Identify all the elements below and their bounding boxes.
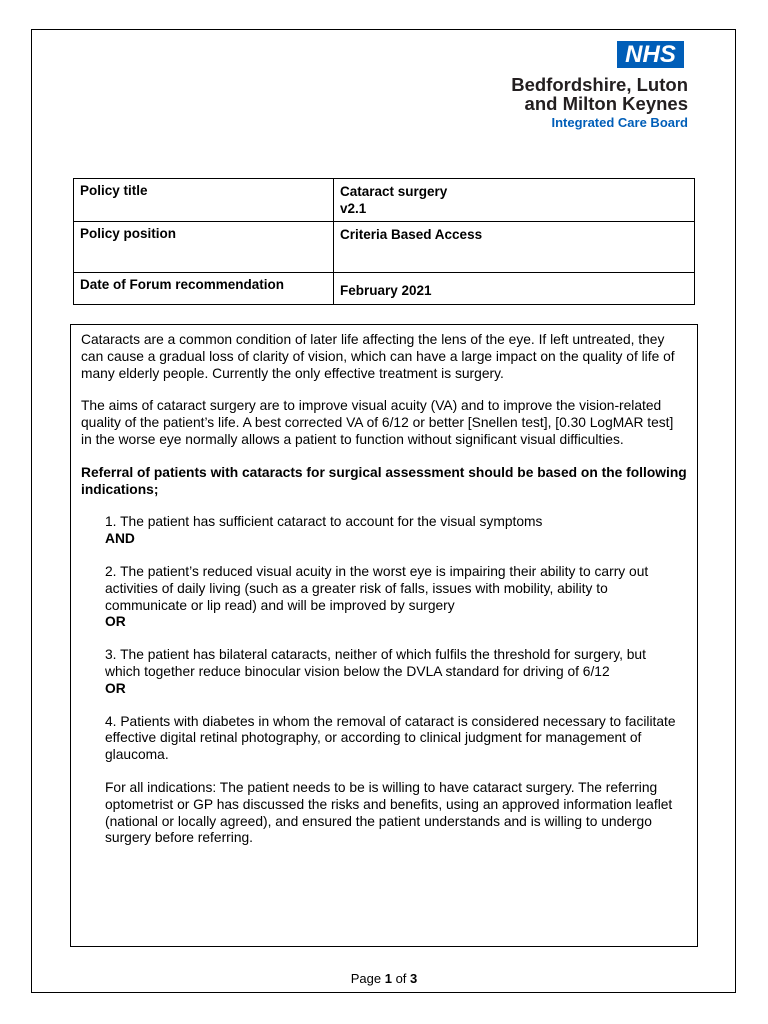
- indication-3: [81, 647, 687, 697]
- policy-version: v2.1: [340, 201, 367, 216]
- intro-paragraph: Cataracts are a common condition of later life affecting the lens of the eye. If left untreated, they can cause a gradual loss of clarity of vision, which can have a large impact on the quality of life of many elderly people. Currently the only effective treatment is surgery.: [81, 332, 675, 381]
- all-indications-paragraph: For all indications: The patient needs to be is willing to have cataract surgery. The referring optometrist or GP has discussed the risks and benefits, using an approved information leaflet (national or locally agreed), and ensured the patient understands and is willing to undergo surgery before referring.: [105, 779, 673, 846]
- policy-title-value: [334, 179, 695, 222]
- policy-title-label: Policy title: [74, 179, 334, 222]
- page-number: 1: [384, 971, 392, 986]
- forum-date-text: February 2021: [340, 283, 432, 298]
- policy-title-name: Cataract surgery: [340, 184, 448, 199]
- indication-text: 3. The patient has bilateral cataracts, neither of which fulfils the threshold for surgery, but which together reduce binocular vision below the DVLA standard for driving of 6/12: [105, 647, 646, 679]
- indication-connector: OR: [105, 614, 126, 630]
- policy-position-label: Policy position: [74, 222, 334, 273]
- policy-content: [70, 324, 698, 947]
- indication-text: 4. Patients with diabetes in whom the removal of cataract is considered necessary to facilitate effective digital retinal photography, or according to clinical judgment for management of glaucoma.: [105, 713, 676, 763]
- policy-position-text: Criteria Based Access: [340, 227, 483, 242]
- indication-text: 2. The patient’s reduced visual acuity in the worst eye is impairing their ability to carry out activities of daily living (such as a greater risk of falls, issues with mobility, ability to communicate or lip read) and will be improved by surgery: [105, 563, 649, 613]
- indication-text: 1. The patient has sufficient cataract to account for the visual symptoms: [105, 514, 543, 530]
- indication-connector: OR: [105, 680, 126, 696]
- indication-2: [81, 564, 687, 631]
- of-word: of: [395, 971, 407, 986]
- forum-date-value: [334, 273, 695, 305]
- policy-position-value: [334, 222, 695, 273]
- page-total: 3: [410, 971, 418, 986]
- page-word: Page: [350, 971, 382, 986]
- referral-heading: Referral of patients with cataracts for surgical assessment should be based on the following indications;: [81, 464, 687, 497]
- table-row: [74, 273, 695, 305]
- org-name-line2: and Milton Keynes: [524, 93, 688, 114]
- nhs-badge: NHS: [617, 41, 684, 68]
- aims-paragraph: The aims of cataract surgery are to improve visual acuity (VA) and to improve the vision-related quality of the patient’s life. A best corrected VA of 6/12 or better [Snellen test], [0.30 LogMAR test] in the worse eye normally allows a patient to function without significant visual difficulties.: [81, 398, 674, 447]
- indication-4: [81, 714, 687, 764]
- table-row: [74, 222, 695, 273]
- org-name-line1: Bedfordshire, Luton: [511, 74, 688, 95]
- indication-connector: AND: [105, 531, 135, 547]
- forum-date-label: Date of Forum recommendation: [74, 273, 334, 305]
- org-subtitle: Integrated Care Board: [551, 115, 688, 130]
- table-row: [74, 179, 695, 222]
- policy-table: [73, 178, 695, 305]
- page-footer: [0, 971, 768, 986]
- indication-1: [81, 514, 687, 548]
